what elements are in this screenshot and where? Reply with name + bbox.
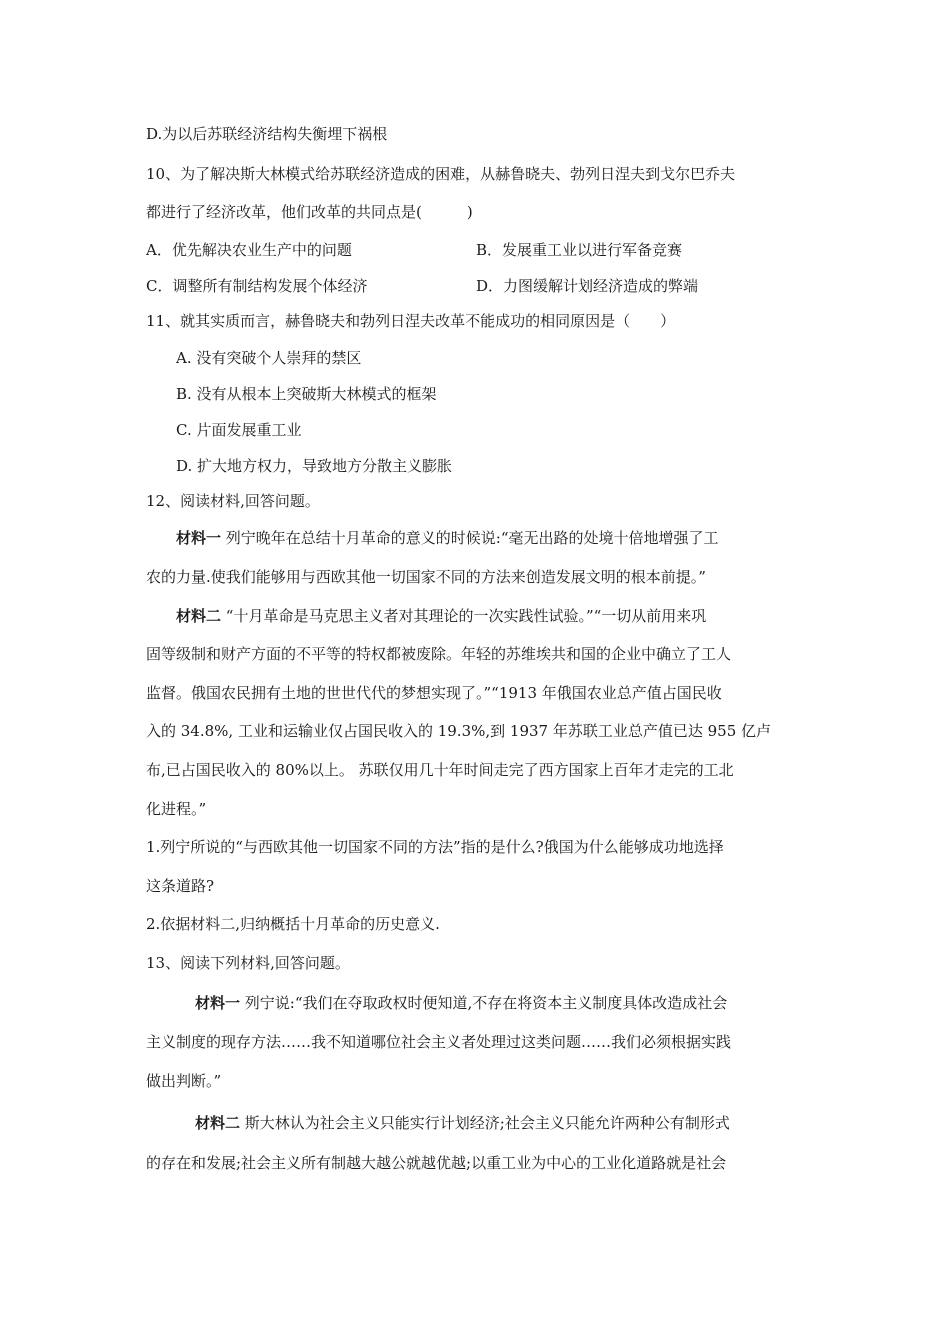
q11-option-a: A. 没有突破个人崇拜的禁区 [176,349,362,367]
q9-option-d: D.为以后苏联经济结构失衡埋下祸根 [146,125,388,143]
q11-option-d: D. 扩大地方权力，导致地方分散主义膨胀 [176,457,453,475]
q13-stem: 13、阅读下列材料,回答问题。 [146,954,350,972]
q10-option-b: B．发展重工业以进行军备竞赛 [476,241,683,259]
q12-material-2-line-5: 布,已占国民收入的 80%以上。 苏联仅用几十年时间走完了西方国家上百年才走完的工北 [146,761,734,779]
q12-material-1-line-2: 农的力量.使我们能够用与西欧其他一切国家不同的方法来创造发展文明的根本前提。” [146,568,706,586]
q12-material-2-line-6: 化进程。” [146,800,207,818]
q12-material-2-label: 材料二 [176,607,222,625]
q12-material-2-line-2: 固等级制和财产方面的不平等的特权都被废除。年轻的苏维埃共和国的企业中确立了工人 [146,645,732,663]
q12-subquestion-2: 2.依据材料二,归纳概括十月革命的历史意义. [146,915,440,933]
q12-material-2-line-3: 监督。俄国农民拥有土地的世世代代的梦想实现了。”“1913 年俄国农业总产值占国民收 [146,684,722,702]
q13-material-2-label: 材料二 [195,1114,241,1132]
q10-stem-line-2: 都进行了经济改革，他们改革的共同点是( ) [146,203,473,221]
q10-option-c: C．调整所有制结构发展个体经济 [146,277,368,295]
q12-material-1-line-1 [176,528,719,548]
q10-option-a: A．优先解决农业生产中的问题 [146,241,352,259]
q13-material-1-label: 材料一 [195,994,241,1012]
q10-option-d: D．力图缓解计划经济造成的弊端 [476,277,699,295]
q12-material-1-text: 列宁晚年在总结十月革命的意义的时候说:“毫无出路的处境十倍地增强了工 [221,529,719,547]
q13-material-2-text: 斯大林认为社会主义只能实行计划经济;社会主义只能允许两种公有制形式 [240,1114,730,1132]
q11-option-b: B. 没有从根本上突破斯大林模式的框架 [176,385,437,403]
q13-material-1-line-1 [195,993,727,1013]
q11-stem: 11、就其实质而言，赫鲁晓夫和勃列日涅夫改革不能成功的相同原因是（ ） [146,312,676,330]
q13-material-2-line-2: 的存在和发展;社会主义所有制越大越公就越优越;以重工业为中心的工业化道路就是社会 [146,1154,727,1172]
q13-material-1-text: 列宁说:“我们在夺取政权时便知道,不存在将资本主义制度具体改造成社会 [240,994,728,1012]
q12-material-1-label: 材料一 [176,529,222,547]
q12-material-2-line-1 [176,606,706,626]
q12-subquestion-1-line-2: 这条道路? [146,877,215,895]
q13-material-1-line-3: 做出判断。” [146,1072,222,1090]
q13-material-1-line-2: 主义制度的现存方法……我不知道哪位社会主义者处理过这类问题……我们必须根据实践 [146,1033,732,1051]
q11-option-c: C. 片面发展重工业 [176,421,302,439]
q10-stem-line-1: 10、为了解决斯大林模式给苏联经济造成的困难，从赫鲁晓夫、勃列日涅夫到戈尔巴乔夫 [146,165,736,183]
q12-material-2-text: “十月革命是马克思主义者对其理论的一次实践性试验。”“一切从前用来巩 [221,607,707,625]
q12-stem: 12、阅读材料,回答问题。 [146,492,320,510]
q12-material-2-line-4: 入的 34.8%, 工业和运输业仅占国民收入的 19.3%,到 1937 年苏联工业总产值已达 955 亿卢 [146,722,772,740]
q12-subquestion-1-line-1: 1.列宁所说的“与西欧其他一切国家不同的方法”指的是什么?俄国为什么能够成功地选择 [146,838,724,856]
q13-material-2-line-1 [195,1113,730,1133]
